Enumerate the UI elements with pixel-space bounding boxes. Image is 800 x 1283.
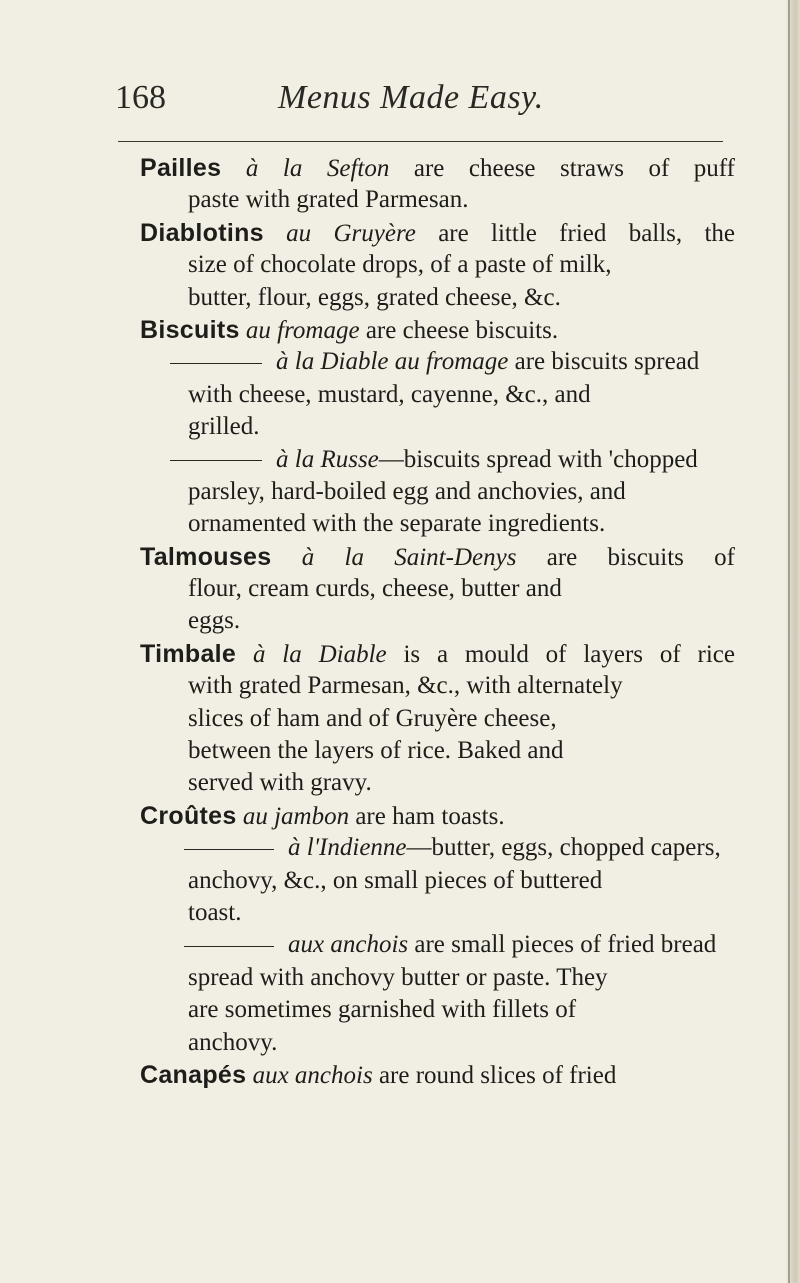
entry-qualifier: au fromage — [245, 316, 360, 344]
ditto-dash — [170, 363, 262, 364]
entry-qualifier: à l'Indienne — [288, 834, 407, 862]
entry-text: are little fried balls, the — [438, 219, 736, 247]
text-line — [140, 346, 735, 378]
entry-canapes — [140, 1059, 735, 1091]
text-line: slices of ham and of Gruyère cheese, — [188, 704, 557, 732]
text-line: eggs. — [188, 607, 241, 635]
entry-qualifier: à la Sefton — [245, 155, 390, 182]
entry-timbale — [140, 638, 735, 800]
entry-qualifier: au jambon — [242, 802, 350, 830]
page-edge-line — [788, 0, 790, 1283]
page-body — [140, 152, 735, 1091]
text-line — [140, 1059, 735, 1091]
entry-text: are biscuits of — [546, 543, 736, 571]
text-line — [140, 541, 735, 573]
text-line — [140, 314, 735, 346]
text-line: anchovy. — [188, 1028, 278, 1056]
text-line — [140, 800, 735, 832]
page-number: 168 — [115, 79, 166, 116]
text-line: paste with grated Parmesan. — [188, 186, 469, 214]
entry-biscuits — [140, 314, 735, 346]
text-line — [140, 832, 735, 864]
entry-text: are cheese straws of puff — [413, 155, 736, 182]
text-line — [140, 217, 735, 249]
text-line: served with gravy. — [188, 769, 372, 797]
text-line: butter, flour, eggs, grated cheese, &c. — [188, 283, 561, 311]
text-line: between the layers of rice. Baked and — [188, 737, 564, 765]
entry-term: Timbale — [140, 639, 237, 668]
entry-qualifier: aux anchois — [252, 1061, 373, 1089]
entry-text: are small pieces of fried bread — [414, 931, 717, 959]
text-line: size of chocolate drops, of a paste of milk, — [188, 251, 612, 279]
text-line: toast. — [188, 898, 242, 926]
entry-term: Talmouses — [140, 542, 272, 571]
entry-talmouses — [140, 541, 735, 638]
page-header — [0, 78, 800, 128]
entry-diablotins — [140, 217, 735, 314]
text-line — [140, 929, 735, 961]
text-line: anchovy, &c., on small pieces of buttered — [188, 866, 603, 894]
text-line: grilled. — [188, 413, 260, 441]
text-line: flour, cream curds, cheese, butter and — [188, 575, 562, 603]
entry-qualifier: à la Saint-Denys — [301, 543, 517, 571]
entry-term: Pailles — [140, 154, 222, 182]
ditto-dash — [184, 946, 274, 947]
entry-text: —biscuits spread with 'chopped — [378, 445, 698, 473]
text-line: parsley, hard-boiled egg and anchovies, and — [188, 477, 626, 505]
entry-qualifier: à la Diable au fromage — [276, 348, 509, 376]
entry-croutes — [140, 800, 735, 832]
entry-croutes-anchois — [140, 929, 735, 1059]
entry-term: Biscuits — [140, 315, 240, 344]
entry-term: Diablotins — [140, 218, 264, 247]
entry-text: are round slices of fried — [378, 1061, 617, 1089]
entry-text: are ham toasts. — [355, 802, 505, 830]
ditto-dash — [170, 460, 262, 461]
entry-qualifier: à la Diable — [252, 640, 387, 668]
text-line: with cheese, mustard, cayenne, &c., and — [188, 380, 591, 408]
text-line — [140, 444, 735, 476]
entry-qualifier: au Gruyère — [286, 219, 416, 247]
entry-biscuits-diable — [140, 346, 735, 443]
entry-text: is a mould of layers of rice — [403, 640, 735, 668]
header-rule — [118, 141, 723, 142]
entry-text: —butter, eggs, chopped capers, — [406, 834, 721, 862]
entry-pailles — [140, 152, 735, 217]
text-line: with grated Parmesan, &c., with alternately — [188, 672, 623, 700]
entry-qualifier: à la Russe — [276, 445, 379, 473]
entry-term: Canapés — [140, 1060, 247, 1089]
ditto-dash — [184, 849, 274, 850]
entry-biscuits-russe — [140, 444, 735, 541]
entry-text: are cheese biscuits. — [365, 316, 559, 344]
entry-qualifier: aux anchois — [288, 931, 409, 959]
entry-text: are biscuits spread — [514, 348, 700, 376]
text-line: ornamented with the separate ingredients. — [188, 510, 606, 538]
running-title: Menus Made Easy. — [278, 79, 544, 116]
text-line: are sometimes garnished with fillets of — [188, 996, 577, 1024]
text-line — [140, 638, 735, 670]
text-line — [140, 152, 735, 184]
entry-croutes-indienne — [140, 832, 735, 929]
text-line: spread with anchovy butter or paste. They — [188, 963, 608, 991]
entry-term: Croûtes — [140, 801, 237, 830]
